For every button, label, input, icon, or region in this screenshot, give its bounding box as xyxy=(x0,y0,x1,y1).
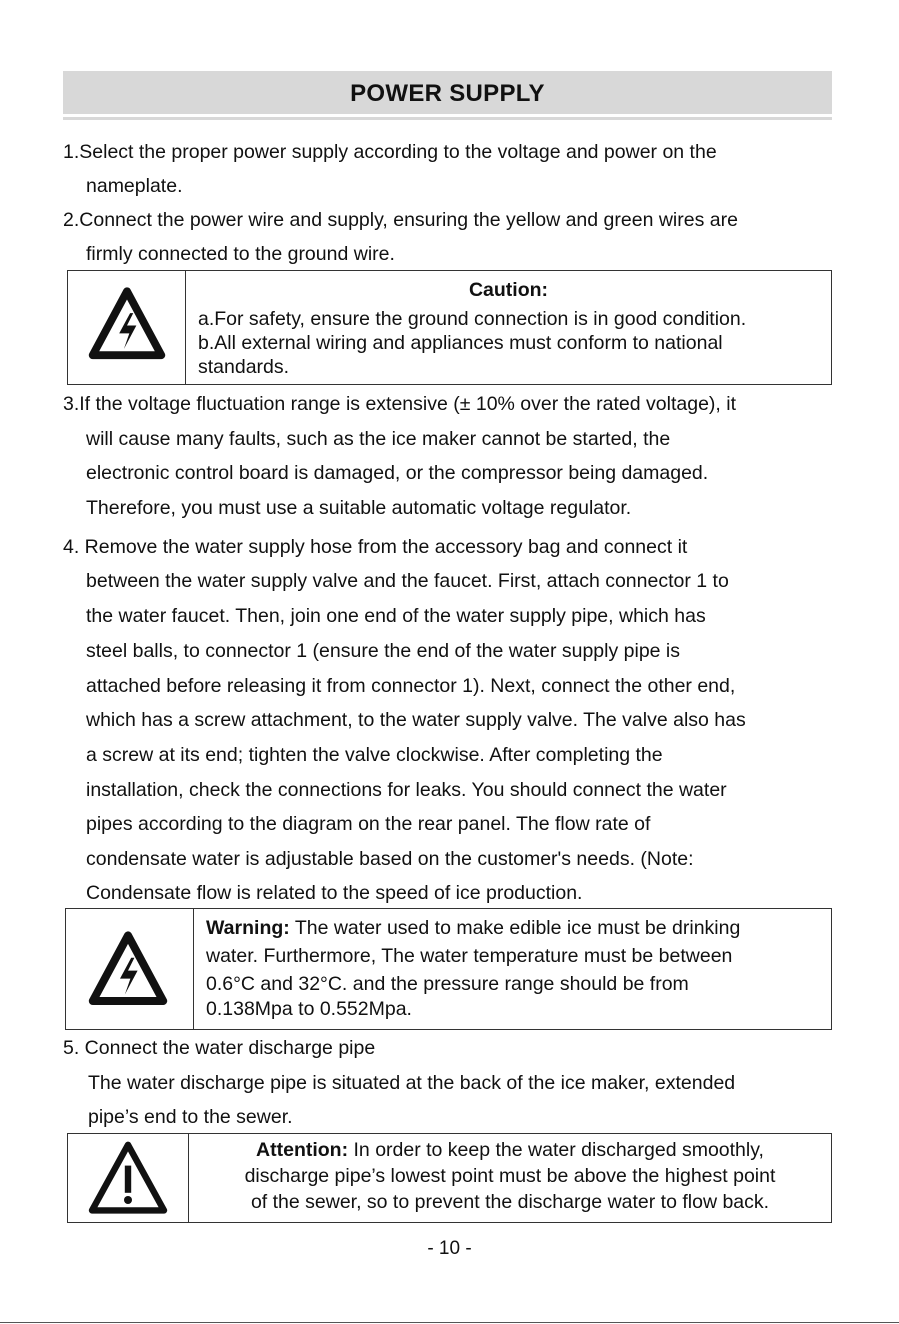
page-number: - 10 - xyxy=(427,1238,472,1259)
warning-line-3: 0.6°C and 32°C. and the pressure range should be from xyxy=(206,973,689,995)
warning-line-1-text: The water used to make edible ice must be drinking xyxy=(289,917,741,939)
attention-line-2: discharge pipe’s lowest point must be above the highest point xyxy=(244,1165,776,1187)
item-4-line-5: attached before releasing it from connector 1). Next, connect the other end, xyxy=(86,675,736,697)
item-4-line-2: between the water supply valve and the faucet. First, attach connector 1 to xyxy=(86,570,729,592)
warning-line-2: water. Furthermore, The water temperature must be between xyxy=(206,945,733,967)
section-header-bar xyxy=(63,71,832,114)
item-2-line-1: 2.Connect the power wire and supply, ensuring the yellow and green wires are xyxy=(63,209,738,231)
item-4-line-11: Condensate flow is related to the speed of ice production. xyxy=(86,882,583,904)
item-5-line-2: The water discharge pipe is situated at the back of the ice maker, extended xyxy=(88,1072,736,1094)
item-3-line-4: Therefore, you must use a suitable automatic voltage regulator. xyxy=(86,497,632,519)
item-3-line-2: will cause many faults, such as the ice maker cannot be started, the xyxy=(86,428,671,450)
item-4-line-3: the water faucet. Then, join one end of the water supply pipe, which has xyxy=(86,605,706,627)
electrical-hazard-icon xyxy=(88,929,168,1009)
item-4-line-9: pipes according to the diagram on the rear panel. The flow rate of xyxy=(86,813,651,835)
warning-line-1 xyxy=(206,916,740,940)
exclamation-warning-icon xyxy=(88,1140,168,1216)
item-3-line-3: electronic control board is damaged, or the compressor being damaged. xyxy=(86,462,709,484)
item-4-line-6: which has a screw attachment, to the water supply valve. The valve also has xyxy=(86,709,746,731)
warning-line-4: 0.138Mpa to 0.552Mpa. xyxy=(206,998,412,1020)
item-5-line-3: pipe’s end to the sewer. xyxy=(88,1106,293,1128)
caution-line-c: standards. xyxy=(198,356,290,378)
attention-box xyxy=(67,1133,832,1223)
attention-line-1 xyxy=(189,1138,831,1162)
electrical-hazard-icon xyxy=(88,285,166,363)
item-3-line-1: 3.If the voltage fluctuation range is extensive (± 10% over the rated voltage), it xyxy=(63,393,736,415)
item-4-line-8: installation, check the connections for leaks. You should connect the water xyxy=(86,779,727,801)
header-underline xyxy=(63,117,832,120)
item-4-line-7: a screw at its end; tighten the valve clockwise. After completing the xyxy=(86,744,663,766)
bottom-rule xyxy=(0,1322,899,1323)
attention-line-3: of the sewer, so to prevent the discharge water to flow back. xyxy=(250,1191,770,1213)
attention-label: Attention: xyxy=(256,1139,349,1161)
item-1-line-1: 1.Select the proper power supply according to the voltage and power on the xyxy=(63,141,717,163)
item-2-line-2: firmly connected to the ground wire. xyxy=(86,243,395,265)
warning-label: Warning: xyxy=(206,917,290,939)
warning-icon-cell xyxy=(66,909,194,1029)
caution-icon-cell xyxy=(68,271,186,384)
warning-box xyxy=(65,908,832,1030)
item-1-line-2: nameplate. xyxy=(86,175,183,197)
attention-icon-cell xyxy=(68,1134,189,1222)
item-4-line-10: condensate water is adjustable based on the customer's needs. (Note: xyxy=(86,848,694,870)
caution-box xyxy=(67,270,832,385)
caution-line-a: a.For safety, ensure the ground connection is in good condition. xyxy=(198,308,747,330)
item-4-line-1: 4. Remove the water supply hose from the accessory bag and connect it xyxy=(63,536,688,558)
attention-line-1-text: In order to keep the water discharged smoothly, xyxy=(348,1139,764,1161)
item-5-line-1: 5. Connect the water discharge pipe xyxy=(63,1037,376,1059)
section-title: POWER SUPPLY xyxy=(350,80,545,107)
item-4-line-4: steel balls, to connector 1 (ensure the end of the water supply pipe is xyxy=(86,640,681,662)
caution-heading: Caution: xyxy=(468,279,549,301)
caution-line-b: b.All external wiring and appliances must conform to national xyxy=(198,332,723,354)
